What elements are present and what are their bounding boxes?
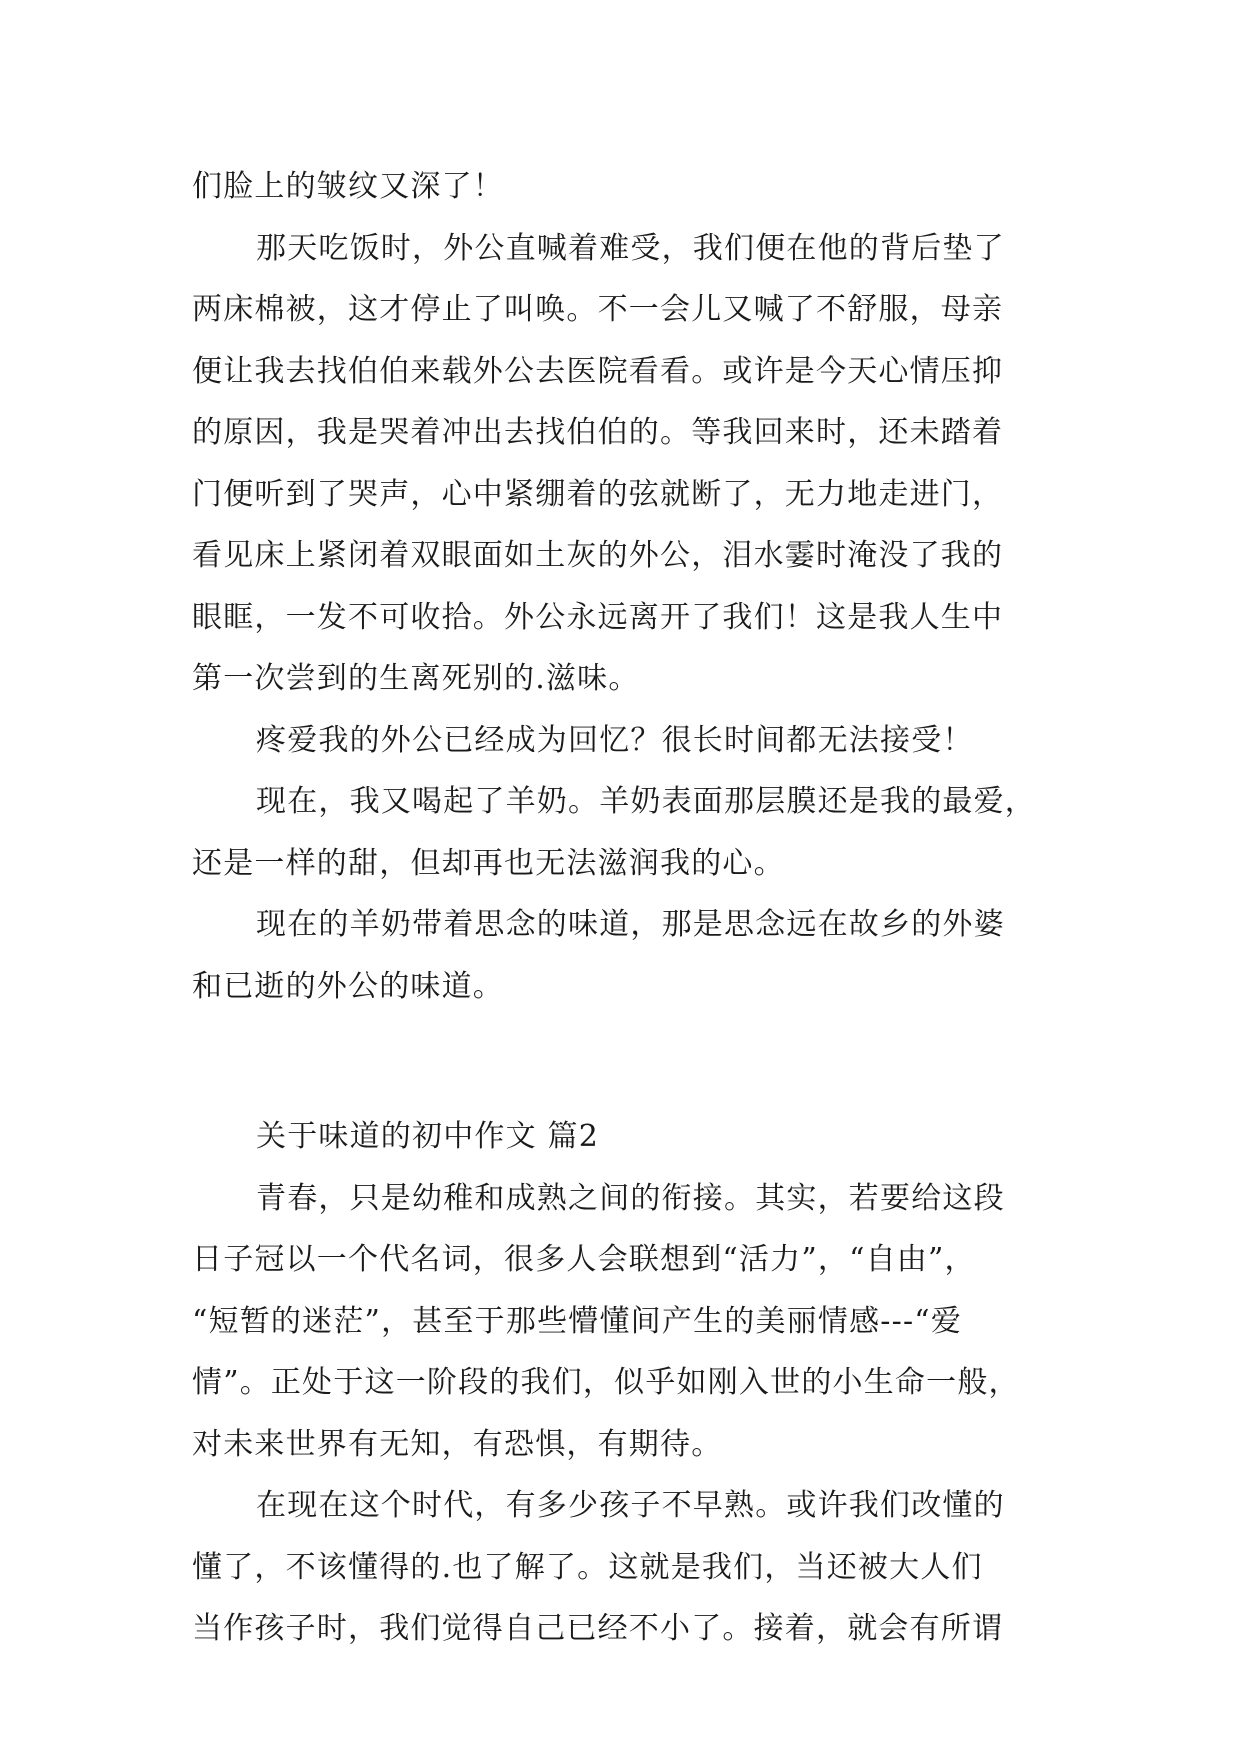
text-line: 便让我去找伯伯来载外公去医院看看。或许是今天心情压抑 — [192, 353, 1004, 389]
text-line: 青春，只是幼稚和成熟之间的衔接。其实，若要给这段 — [256, 1180, 1005, 1216]
section-gap — [192, 1017, 1062, 1106]
text-line: 在现在这个时代，有多少孩子不早熟。或许我们改懂的 — [256, 1488, 1005, 1523]
text-line: 和已逝的外公的味道。 — [192, 968, 504, 1004]
text-line: 日子冠以一个代名词，很多人会联想到“活力”，“自由”， — [192, 1242, 976, 1277]
text-line: 情”。正处于这一阶段的我们，似乎如刚入世的小生命一般， — [192, 1365, 1020, 1400]
text-line: 对未来世界有无知，有恐惧，有期待。 — [192, 1426, 723, 1462]
text-line: 的原因，我是哭着冲出去找伯伯的。等我回来时，还未踏着 — [192, 415, 1004, 450]
section-heading: 关于味道的初中作文 篇2 — [256, 1119, 600, 1154]
text-line: 现在，我又喝起了羊奶。羊奶表面那层膜还是我的最爱， — [256, 784, 1036, 819]
text-line: 疼爱我的外公已经成为回忆？很长时间都无法接受！ — [256, 722, 974, 758]
text-line: 现在的羊奶带着思念的味道，那是思念远在故乡的外婆 — [256, 907, 1005, 942]
text-line: 还是一样的甜，但却再也无法滋润我的心。 — [192, 845, 785, 881]
text-line: 那天吃饭时，外公直喊着难受，我们便在他的背后垫了 — [256, 230, 1005, 266]
text-line: 眼眶，一发不可收拾。外公永远离开了我们！这是我人生中 — [192, 599, 1004, 635]
text-line: “短暂的迷茫”，甚至于那些懵懂间产生的美丽情感---“爱 — [192, 1303, 963, 1339]
text-line: 看见床上紧闭着双眼面如土灰的外公，泪水霎时淹没了我的 — [192, 538, 1004, 573]
text-line: 懂了，不该懂得的.也了解了。这就是我们，当还被大人们 — [192, 1549, 983, 1585]
text-line: 两床棉被，这才停止了叫唤。不一会儿又喊了不舒服，母亲 — [192, 292, 1004, 327]
text-line: 当作孩子时，我们觉得自己已经不小了。接着，就会有所谓 — [192, 1611, 1004, 1646]
text-line: 第一次尝到的生离死别的.滋味。 — [192, 661, 640, 696]
text-line: 们脸上的皱纹又深了！ — [192, 169, 504, 204]
essay-body — [192, 156, 1062, 1660]
text-line: 门便听到了哭声，心中紧绷着的弦就断了，无力地走进门， — [192, 476, 1004, 512]
